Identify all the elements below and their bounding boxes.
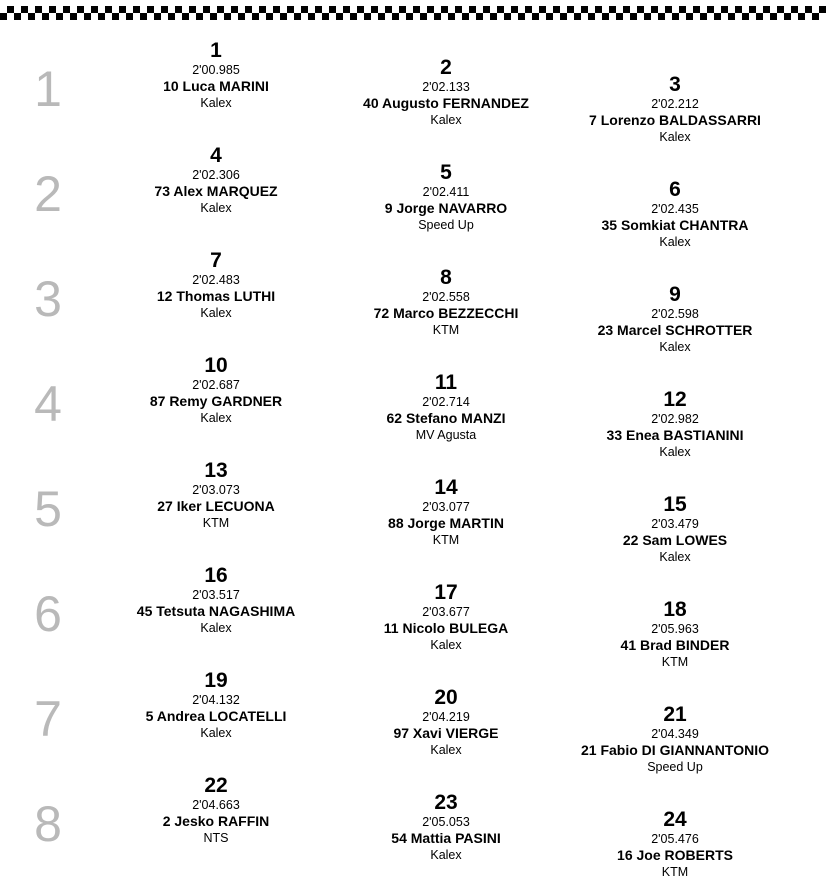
rider-name: 7 Lorenzo BALDASSARRI: [589, 112, 761, 128]
lap-time: 2'02.687: [192, 378, 240, 392]
constructor: KTM: [432, 533, 460, 547]
constructor: Kalex: [200, 726, 232, 740]
constructor: Kalex: [659, 130, 691, 144]
grid-position: 19: [204, 669, 228, 692]
constructor: Kalex: [430, 638, 462, 652]
constructor: Speed Up: [647, 760, 703, 774]
constructor: Kalex: [659, 550, 691, 564]
constructor: NTS: [203, 831, 229, 845]
constructor: KTM: [432, 323, 460, 337]
lap-time: 2'02.133: [422, 80, 470, 94]
rider-name: 40 Augusto FERNANDEZ: [363, 95, 529, 111]
grid-row-number: 5: [34, 481, 62, 537]
lap-time: 2'02.306: [192, 168, 240, 182]
grid-slot: [96, 145, 336, 216]
constructor: Kalex: [200, 306, 232, 320]
grid-position: 6: [669, 178, 681, 201]
constructor: Kalex: [200, 96, 232, 110]
grid-slot: [96, 355, 336, 426]
constructor: Kalex: [430, 113, 462, 127]
grid-slot: [555, 809, 795, 880]
grid-position: 7: [210, 249, 222, 272]
lap-time: 2'02.982: [651, 412, 699, 426]
lap-time: 2'02.558: [422, 290, 470, 304]
grid-position: 15: [663, 493, 687, 516]
rider-name: 97 Xavi VIERGE: [393, 725, 499, 741]
grid-position: 16: [204, 564, 228, 587]
lap-time: 2'02.212: [651, 97, 699, 111]
grid-slot: [326, 372, 566, 443]
lap-time: 2'04.132: [192, 693, 240, 707]
grid-slot: [555, 179, 795, 250]
grid-row-number: 3: [34, 271, 62, 327]
lap-time: 2'05.476: [651, 832, 699, 846]
lap-time: 2'04.219: [422, 710, 470, 724]
lap-time: 2'05.053: [422, 815, 470, 829]
constructor: Kalex: [200, 621, 232, 635]
grid-position: 22: [204, 774, 228, 797]
constructor: Kalex: [659, 445, 691, 459]
grid-slot: [326, 162, 566, 233]
grid-position: 12: [663, 388, 687, 411]
grid-slot: [96, 460, 336, 531]
rider-name: 16 Joe ROBERTS: [617, 847, 733, 863]
rider-name: 12 Thomas LUTHI: [156, 288, 276, 304]
grid-position: 18: [663, 598, 687, 621]
rider-name: 88 Jorge MARTIN: [388, 515, 504, 531]
grid-slot: [555, 494, 795, 565]
grid-row: [0, 670, 826, 774]
lap-time: 2'03.517: [192, 588, 240, 602]
rider-name: 27 Iker LECUONA: [157, 498, 275, 514]
grid-position: 5: [440, 161, 452, 184]
rider-name: 10 Luca MARINI: [163, 78, 269, 94]
grid-row: [0, 355, 826, 459]
constructor: KTM: [661, 655, 689, 669]
grid-position: 3: [669, 73, 681, 96]
grid-slot: [326, 582, 566, 653]
constructor: Kalex: [200, 201, 232, 215]
lap-time: 2'02.435: [651, 202, 699, 216]
constructor: Kalex: [430, 743, 462, 757]
rider-name: 72 Marco BEZZECCHI: [373, 305, 519, 321]
rider-name: 73 Alex MARQUEZ: [154, 183, 278, 199]
grid-position: 17: [434, 581, 458, 604]
grid-position: 10: [204, 354, 228, 377]
grid-slot: [555, 74, 795, 145]
lap-time: 2'02.483: [192, 273, 240, 287]
grid-slot: [96, 670, 336, 741]
constructor: KTM: [202, 516, 230, 530]
lap-time: 2'05.963: [651, 622, 699, 636]
constructor: Kalex: [659, 235, 691, 249]
lap-time: 2'02.598: [651, 307, 699, 321]
grid-slot: [555, 704, 795, 775]
rider-name: 23 Marcel SCHROTTER: [597, 322, 753, 338]
lap-time: 2'04.349: [651, 727, 699, 741]
grid-slot: [326, 792, 566, 863]
grid-position: 4: [210, 144, 222, 167]
rider-name: 22 Sam LOWES: [622, 532, 728, 548]
constructor: Kalex: [200, 411, 232, 425]
rider-name: 54 Mattia PASINI: [391, 830, 501, 846]
grid-slot: [326, 267, 566, 338]
lap-time: 2'03.677: [422, 605, 470, 619]
grid-position: 13: [204, 459, 228, 482]
grid-row: [0, 250, 826, 354]
grid-slot: [96, 565, 336, 636]
grid-position: 9: [669, 283, 681, 306]
grid-slot: [326, 57, 566, 128]
grid-row-number: 4: [34, 376, 62, 432]
grid-slot: [555, 284, 795, 355]
grid-slot: [326, 477, 566, 548]
lap-time: 2'03.073: [192, 483, 240, 497]
grid-position: 11: [434, 371, 458, 394]
grid-slot: [96, 40, 336, 111]
rider-name: 21 Fabio DI GIANNANTONIO: [581, 742, 769, 758]
grid-slot: [555, 599, 795, 670]
rider-name: 41 Brad BINDER: [620, 637, 730, 653]
grid-position: 24: [663, 808, 687, 831]
rider-name: 35 Somkiat CHANTRA: [601, 217, 749, 233]
grid-position: 1: [210, 39, 222, 62]
lap-time: 2'00.985: [192, 63, 240, 77]
grid-row: [0, 775, 826, 879]
grid-position: 20: [434, 686, 458, 709]
constructor: Speed Up: [418, 218, 474, 232]
constructor: Kalex: [659, 340, 691, 354]
lap-time: 2'02.714: [422, 395, 470, 409]
rider-name: 9 Jorge NAVARRO: [384, 200, 508, 216]
rider-name: 62 Stefano MANZI: [386, 410, 506, 426]
grid-position: 23: [434, 791, 458, 814]
rider-name: 45 Tetsuta NAGASHIMA: [136, 603, 296, 619]
lap-time: 2'04.663: [192, 798, 240, 812]
grid-position: 21: [663, 703, 687, 726]
grid-slot: [555, 389, 795, 460]
grid-row-number: 6: [34, 586, 62, 642]
lap-time: 2'03.479: [651, 517, 699, 531]
grid-row: [0, 565, 826, 669]
grid-row: [0, 460, 826, 564]
grid-row: [0, 40, 826, 144]
grid-row-number: 2: [34, 166, 62, 222]
grid-slot: [96, 775, 336, 846]
grid-row: [0, 145, 826, 249]
rider-name: 5 Andrea LOCATELLI: [145, 708, 287, 724]
constructor: KTM: [661, 865, 689, 879]
grid-position: 8: [440, 266, 452, 289]
rider-name: 11 Nicolo BULEGA: [383, 620, 509, 636]
grid-slot: [96, 250, 336, 321]
grid-row-number: 8: [34, 796, 62, 852]
grid-position: 2: [440, 56, 452, 79]
lap-time: 2'02.411: [422, 185, 470, 199]
rider-name: 2 Jesko RAFFIN: [162, 813, 270, 829]
checkered-flag-banner: [0, 6, 826, 20]
grid-slot: [326, 687, 566, 758]
grid-position: 14: [434, 476, 458, 499]
rider-name: 87 Remy GARDNER: [149, 393, 283, 409]
constructor: MV Agusta: [415, 428, 477, 442]
grid-row-number: 7: [34, 691, 62, 747]
lap-time: 2'03.077: [422, 500, 470, 514]
rider-name: 33 Enea BASTIANINI: [606, 427, 744, 443]
grid-row-number: 1: [34, 61, 62, 117]
constructor: Kalex: [430, 848, 462, 862]
